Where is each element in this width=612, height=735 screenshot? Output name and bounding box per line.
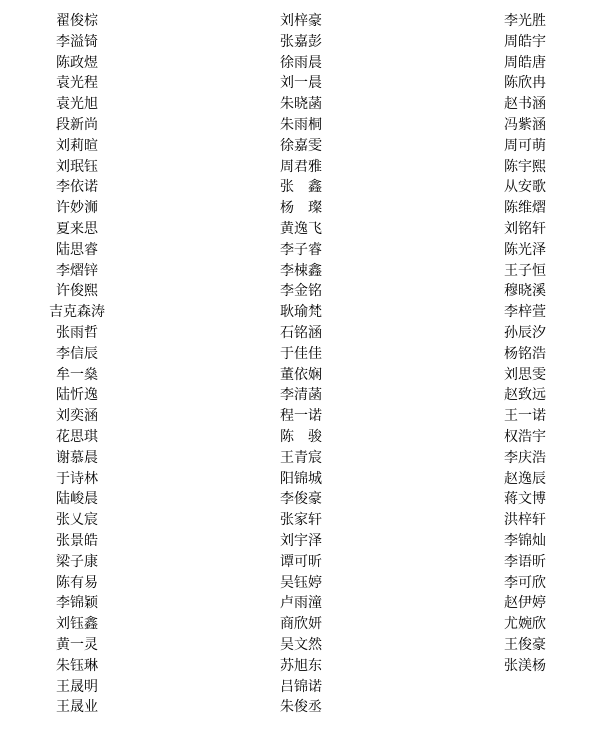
name-entry: 袁光程 xyxy=(56,75,98,92)
name-entry: 李梓萱 xyxy=(504,304,546,321)
name-entry: 孙辰汐 xyxy=(504,324,546,341)
name-entry: 耿瑜梵 xyxy=(280,304,322,321)
name-entry: 赵致远 xyxy=(504,387,546,404)
name-entry: 卢雨潼 xyxy=(280,595,322,612)
name-entry: 苏旭东 xyxy=(280,657,322,674)
name-entry: 朱雨桐 xyxy=(280,116,322,133)
name-entry: 李可欣 xyxy=(504,574,546,591)
name-entry: 朱晓菡 xyxy=(280,96,322,113)
name-entry: 从安歌 xyxy=(504,179,546,196)
name-entry: 李信辰 xyxy=(56,345,98,362)
name-entry: 陈宇熙 xyxy=(504,158,546,175)
name-entry: 夏来思 xyxy=(56,220,98,237)
name-column-3 xyxy=(475,11,575,677)
name-entry: 陆忻逸 xyxy=(56,387,98,404)
name-entry: 段新尚 xyxy=(56,116,98,133)
name-entry: 吴钰婷 xyxy=(280,574,322,591)
name-entry: 李依诺 xyxy=(56,179,98,196)
name-entry: 梁子康 xyxy=(56,553,98,570)
name-entry: 张嘉彭 xyxy=(280,33,322,50)
name-entry: 李子睿 xyxy=(280,241,322,258)
name-entry: 谢慕晨 xyxy=(56,449,98,466)
name-entry: 陈维熠 xyxy=(504,200,546,217)
name-entry: 杨铭浩 xyxy=(504,345,546,362)
name-entry: 程一诺 xyxy=(280,408,322,425)
name-entry: 王晟业 xyxy=(56,699,98,716)
name-entry: 李俊豪 xyxy=(280,491,322,508)
name-entry: 刘莉暄 xyxy=(56,137,98,154)
name-entry: 张 鑫 xyxy=(280,179,322,196)
name-entry: 张雨哲 xyxy=(56,324,98,341)
name-entry: 洪梓轩 xyxy=(504,512,546,529)
name-entry: 刘铭轩 xyxy=(504,220,546,237)
name-entry: 牟一燊 xyxy=(56,366,98,383)
name-entry: 赵逸辰 xyxy=(504,470,546,487)
name-entry: 刘一晨 xyxy=(280,75,322,92)
name-entry: 张渼杨 xyxy=(504,657,546,674)
name-entry: 阳锦城 xyxy=(280,470,322,487)
name-entry: 陈有易 xyxy=(56,574,98,591)
name-entry: 商欣妍 xyxy=(280,616,322,633)
name-entry: 周皓宇 xyxy=(504,33,546,50)
name-entry: 刘珉钰 xyxy=(56,158,98,175)
name-entry: 于佳佳 xyxy=(280,345,322,362)
name-entry: 刘钰鑫 xyxy=(56,616,98,633)
name-entry: 穆晓溪 xyxy=(504,283,546,300)
name-entry: 李语昕 xyxy=(504,553,546,570)
name-entry: 冯紫涵 xyxy=(504,116,546,133)
name-entry: 许俊熙 xyxy=(56,283,98,300)
name-entry: 陆峻晨 xyxy=(56,491,98,508)
name-entry: 刘梓豪 xyxy=(280,13,322,29)
name-entry: 李庆浩 xyxy=(504,449,546,466)
name-entry: 周君雅 xyxy=(280,158,322,175)
name-entry: 李锦灿 xyxy=(504,532,546,549)
name-entry: 尤婉欣 xyxy=(504,616,546,633)
name-entry: 张景皓 xyxy=(56,532,98,549)
name-entry: 刘宇泽 xyxy=(280,532,322,549)
name-entry: 周可萌 xyxy=(504,137,546,154)
name-entry: 陈政煜 xyxy=(56,54,98,71)
name-entry: 谭可昕 xyxy=(280,553,322,570)
name-entry: 黄逸飞 xyxy=(280,220,322,237)
name-entry: 花思琪 xyxy=(56,428,98,445)
name-entry: 徐嘉雯 xyxy=(280,137,322,154)
name-entry: 王子恒 xyxy=(504,262,546,279)
name-entry: 李梀鑫 xyxy=(280,262,322,279)
name-entry: 周皓唐 xyxy=(504,54,546,71)
name-entry: 吉克森涛 xyxy=(49,304,105,321)
name-entry: 陈光泽 xyxy=(504,241,546,258)
name-entry: 许妙浉 xyxy=(56,200,98,217)
name-entry: 王青宸 xyxy=(280,449,322,466)
name-entry: 陆思睿 xyxy=(56,241,98,258)
name-entry: 李光胜 xyxy=(504,13,546,29)
name-entry: 董依娴 xyxy=(280,366,322,383)
name-entry: 王俊豪 xyxy=(504,636,546,653)
name-entry: 朱俊丞 xyxy=(280,699,322,716)
name-entry: 刘奕涵 xyxy=(56,408,98,425)
name-entry: 蒋文博 xyxy=(504,491,546,508)
name-entry: 张乂宸 xyxy=(56,512,98,529)
name-entry: 陈欣冉 xyxy=(504,75,546,92)
name-entry: 徐雨晨 xyxy=(280,54,322,71)
name-entry: 李溢锜 xyxy=(56,33,98,50)
name-entry: 翟俊棕 xyxy=(56,13,98,29)
name-entry: 赵书涵 xyxy=(504,96,546,113)
name-entry: 石铭涵 xyxy=(280,324,322,341)
name-entry: 于诗林 xyxy=(56,470,98,487)
name-entry: 杨 璨 xyxy=(280,200,322,217)
name-entry: 刘思雯 xyxy=(504,366,546,383)
name-entry: 王晟明 xyxy=(56,678,98,695)
name-entry: 张家轩 xyxy=(280,512,322,529)
name-entry: 吴文然 xyxy=(280,636,322,653)
name-column-2 xyxy=(251,11,351,718)
name-entry: 吕锦诺 xyxy=(280,678,322,695)
name-entry: 袁光旭 xyxy=(56,96,98,113)
name-entry: 陈 骏 xyxy=(280,428,322,445)
name-entry: 李金铭 xyxy=(280,283,322,300)
name-entry: 赵伊婷 xyxy=(504,595,546,612)
name-entry: 权浩宇 xyxy=(504,428,546,445)
name-entry: 朱钰琳 xyxy=(56,657,98,674)
name-entry: 王一诺 xyxy=(504,408,546,425)
name-entry: 李熠锌 xyxy=(56,262,98,279)
name-entry: 李锦颖 xyxy=(56,595,98,612)
name-entry: 黄一灵 xyxy=(56,636,98,653)
name-entry: 李清菡 xyxy=(280,387,322,404)
name-column-1 xyxy=(27,11,127,718)
